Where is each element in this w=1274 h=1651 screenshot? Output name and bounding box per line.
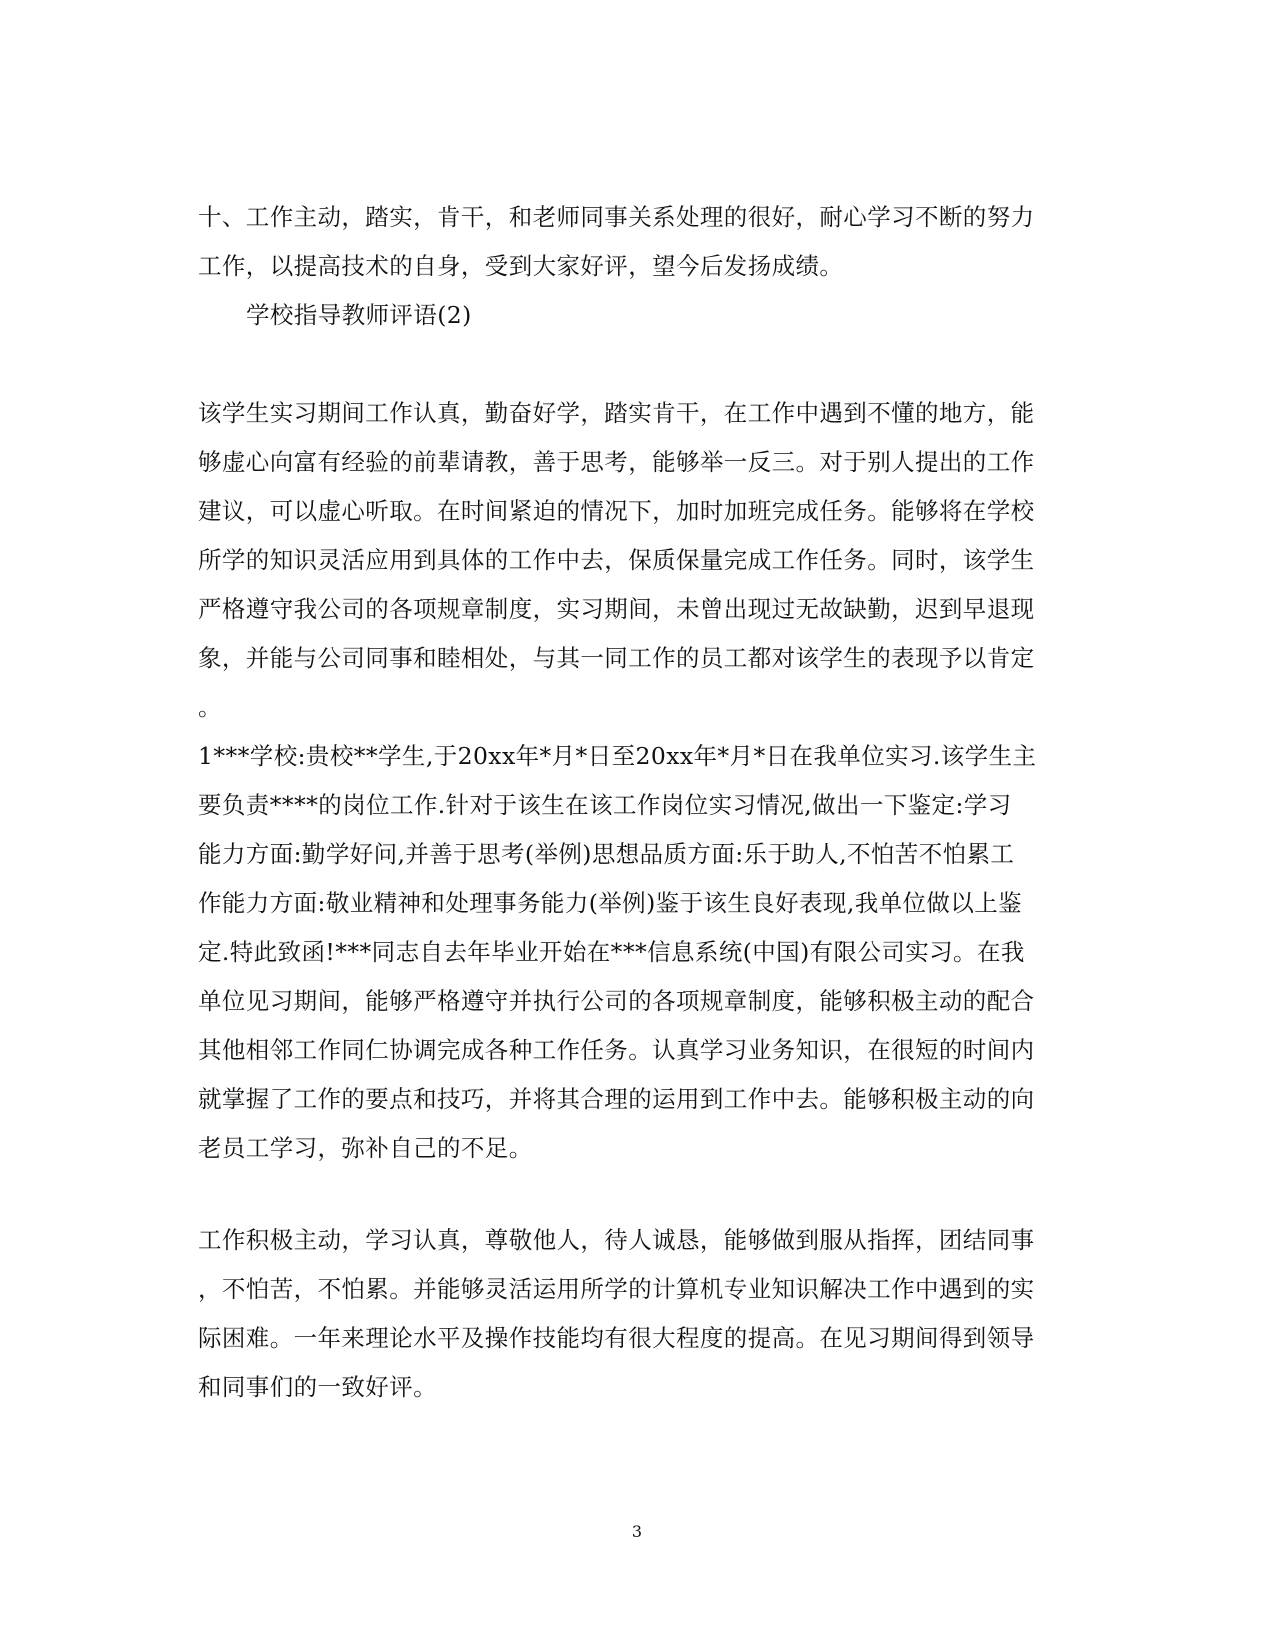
- section-heading: [198, 291, 1078, 340]
- text-line: 够虚心向富有经验的前辈请教，善于思考，能够举一反三。对于别人提出的工作: [198, 448, 1035, 476]
- text-line: 象，并能与公司同事和睦相处，与其一同工作的员工都对该学生的表现予以肯定: [198, 644, 1035, 672]
- text-line: 所学的知识灵活应用到具体的工作中去，保质保量完成工作任务。同时，该学生: [198, 546, 1035, 574]
- paragraph-1: [198, 193, 1078, 291]
- text-line: 能力方面:勤学好问,并善于思考(举例)思想品质方面:乐于助人,不怕苦不怕累工: [198, 840, 1015, 868]
- heading-text: 学校指导教师评语(2): [246, 301, 472, 329]
- text-line: 际困难。一年来理论水平及操作技能均有很大程度的提高。在见习期间得到领导: [198, 1324, 1035, 1352]
- text-line: 工作，以提高技术的自身，受到大家好评，望今后发扬成绩。: [198, 252, 844, 280]
- text-line: 。: [198, 693, 222, 721]
- paragraph-3: [198, 1216, 1078, 1412]
- page-number: 3: [631, 1522, 643, 1541]
- text-line: 工作积极主动，学习认真，尊敬他人，待人诚恳，能够做到服从指挥，团结同事: [198, 1226, 1035, 1254]
- text-line: 单位见习期间，能够严格遵守并执行公司的各项规章制度，能够积极主动的配合: [198, 987, 1035, 1015]
- text-line: ，不怕苦，不怕累。并能够灵活运用所学的计算机专业知识解决工作中遇到的实: [198, 1275, 1035, 1303]
- text-line: 作能力方面:敬业精神和处理事务能力(举例)鉴于该生良好表现,我单位做以上鉴: [198, 889, 1023, 917]
- text-line: 老员工学习，弥补自己的不足。: [198, 1134, 533, 1162]
- text-line: 要负责****的岗位工作.针对于该生在该工作岗位实习情况,做出一下鉴定:学习: [198, 791, 1012, 819]
- text-line: 十、工作主动，踏实，肯干，和老师同事关系处理的很好，耐心学习不断的努力: [198, 203, 1035, 231]
- text-line: 建议，可以虚心听取。在时间紧迫的情况下，加时加班完成任务。能够将在学校: [198, 497, 1035, 525]
- text-line: 严格遵守我公司的各项规章制度，实习期间，未曾出现过无故缺勤，迟到早退现: [198, 595, 1035, 623]
- text-line: 该学生实习期间工作认真，勤奋好学，踏实肯干，在工作中遇到不懂的地方，能: [198, 399, 1035, 427]
- text-line: 和同事们的一致好评。: [198, 1373, 437, 1401]
- text-line: 就掌握了工作的要点和技巧，并将其合理的运用到工作中去。能够积极主动的向: [198, 1085, 1035, 1113]
- text-line: 定.特此致函!***同志自去年毕业开始在***信息系统(中国)有限公司实习。在我: [198, 938, 1025, 966]
- paragraph-2: [198, 389, 1078, 1173]
- text-line: 1***学校:贵校**学生,于20xx年*月*日至20xx年*月*日在我单位实习.该学生主: [198, 742, 1037, 770]
- text-line: 其他相邻工作同仁协调完成各种工作任务。认真学习业务知识，在很短的时间内: [198, 1036, 1035, 1064]
